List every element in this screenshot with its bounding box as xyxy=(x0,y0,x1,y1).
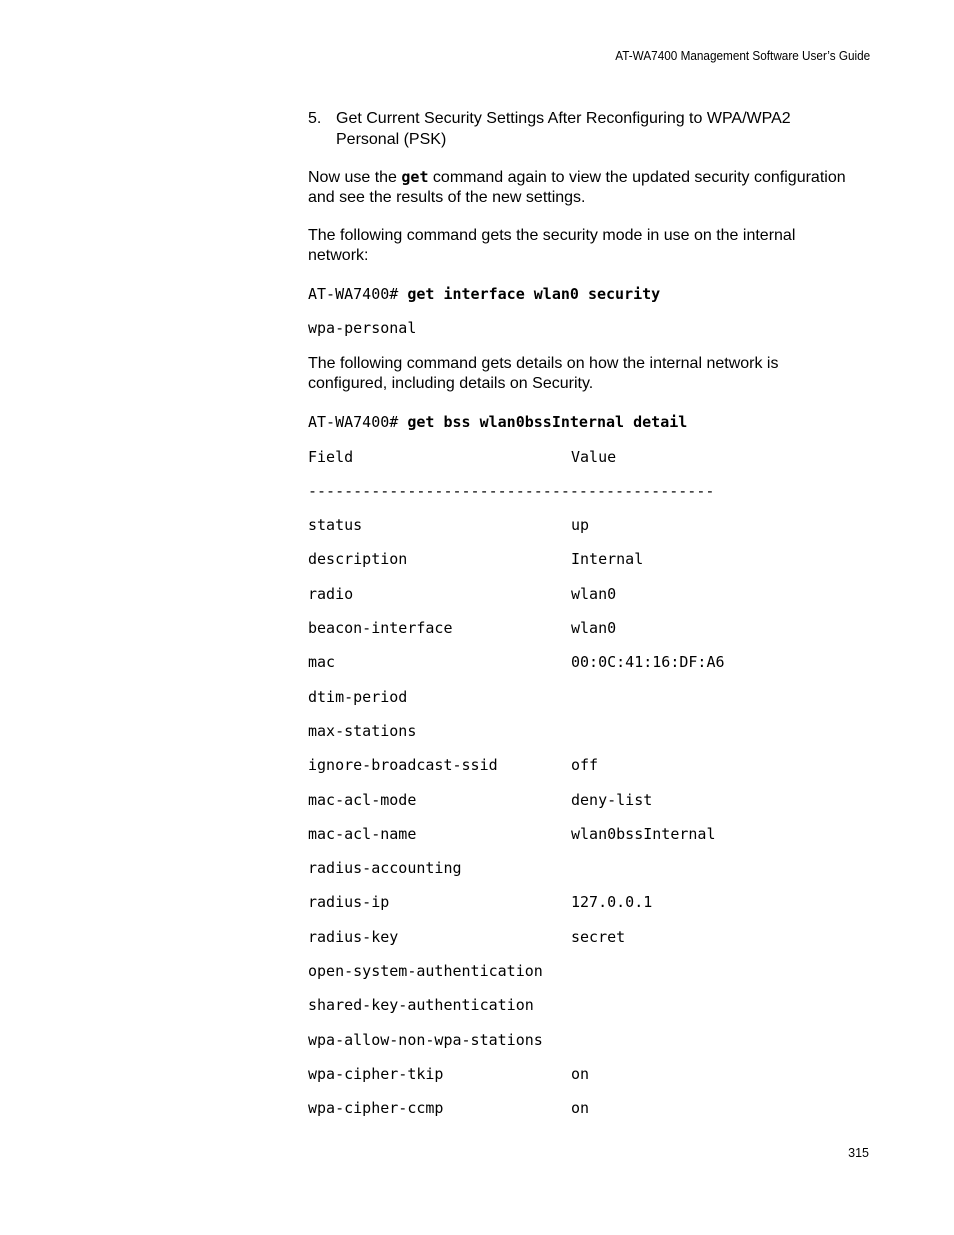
table-row xyxy=(308,549,848,569)
table-row xyxy=(308,618,848,638)
intro-text-before: Now use the xyxy=(308,169,402,186)
table-row xyxy=(308,584,848,604)
running-header: AT-WA7400 Management Software User’s Guide xyxy=(615,49,870,63)
security-mode-paragraph: The following command gets the security mode in use on the internal network: xyxy=(308,227,796,264)
step-number: 5. xyxy=(308,110,322,127)
field-value: wlan0bssInternal xyxy=(571,824,716,843)
table-row xyxy=(308,995,848,1015)
field-value: on xyxy=(571,1099,590,1118)
table-row xyxy=(308,1030,848,1050)
intro-text-after: command again to view the updated security configuration and see the results of the new settings. xyxy=(308,169,846,206)
field-value xyxy=(571,687,848,707)
page-number: 315 xyxy=(848,1146,869,1160)
field-value: on xyxy=(571,1064,590,1083)
field-name: wpa-allow-non-wpa-stations xyxy=(308,1030,543,1049)
field-name: radius-ip xyxy=(308,893,390,912)
table-row xyxy=(308,927,848,947)
details-paragraph: The following command gets details on how the internal network is configured, including details on Security. xyxy=(308,355,779,393)
field-name: open-system-authentication xyxy=(308,962,543,981)
field-value: wlan0 xyxy=(571,619,617,638)
field-name: radius-key xyxy=(308,927,399,946)
field-name: wpa-cipher-tkip xyxy=(308,1064,444,1083)
table-body xyxy=(308,515,848,1118)
cli-command: get interface wlan0 security xyxy=(407,285,661,303)
cli-prompt: AT-WA7400# xyxy=(308,413,408,432)
field-name: dtim-period xyxy=(308,687,408,706)
page-content xyxy=(308,108,848,1133)
field-value: 00:0C:41:16:DF:A6 xyxy=(571,653,725,672)
step-title: Get Current Security Settings After Reconfiguring to WPA/WPA2 Personal (PSK) xyxy=(336,110,791,148)
table-row xyxy=(308,1098,848,1118)
field-name: max-stations xyxy=(308,721,417,740)
field-value xyxy=(571,721,848,741)
field-value xyxy=(571,1030,848,1050)
table-row xyxy=(308,721,848,741)
field-name: radio xyxy=(308,584,354,603)
command-line-security xyxy=(308,284,848,304)
command-line-detail xyxy=(308,412,848,432)
field-name: mac-acl-mode xyxy=(308,790,417,809)
field-name: mac xyxy=(308,653,336,672)
command-output-security: wpa-personal xyxy=(308,319,417,338)
table-row xyxy=(308,961,848,981)
table-row xyxy=(308,755,848,775)
table-separator: --------------------------------------------- xyxy=(308,481,715,500)
step-heading xyxy=(308,108,848,150)
table-row xyxy=(308,824,848,844)
cli-command: get bss wlan0bssInternal detail xyxy=(407,413,688,432)
field-value xyxy=(571,858,848,878)
column-header-field: Field xyxy=(308,447,354,466)
field-name: wpa-cipher-ccmp xyxy=(308,1099,444,1118)
cli-prompt: AT-WA7400# xyxy=(308,285,408,303)
field-value: up xyxy=(571,516,590,535)
inline-command: get xyxy=(401,168,429,186)
field-name: shared-key-authentication xyxy=(308,996,534,1015)
field-value: deny-list xyxy=(571,790,653,809)
field-value: wlan0 xyxy=(571,584,617,603)
field-name: description xyxy=(308,550,408,569)
field-name: radius-accounting xyxy=(308,859,462,878)
column-header-value: Value xyxy=(571,447,617,466)
field-name: beacon-interface xyxy=(308,619,453,638)
field-value: off xyxy=(571,756,599,775)
table-row xyxy=(308,892,848,912)
table-header-row xyxy=(308,447,848,467)
field-value xyxy=(571,961,848,981)
table-row xyxy=(308,858,848,878)
field-value: Internal xyxy=(571,550,644,569)
table-row xyxy=(308,790,848,810)
field-value xyxy=(571,995,848,1015)
field-name: ignore-broadcast-ssid xyxy=(308,756,498,775)
intro-paragraph xyxy=(308,167,848,208)
field-value: 127.0.0.1 xyxy=(571,893,653,912)
field-name: mac-acl-name xyxy=(308,824,417,843)
table-row xyxy=(308,687,848,707)
field-name: status xyxy=(308,516,363,535)
table-row xyxy=(308,652,848,672)
field-value: secret xyxy=(571,927,626,946)
table-row xyxy=(308,515,848,535)
table-row xyxy=(308,1064,848,1084)
